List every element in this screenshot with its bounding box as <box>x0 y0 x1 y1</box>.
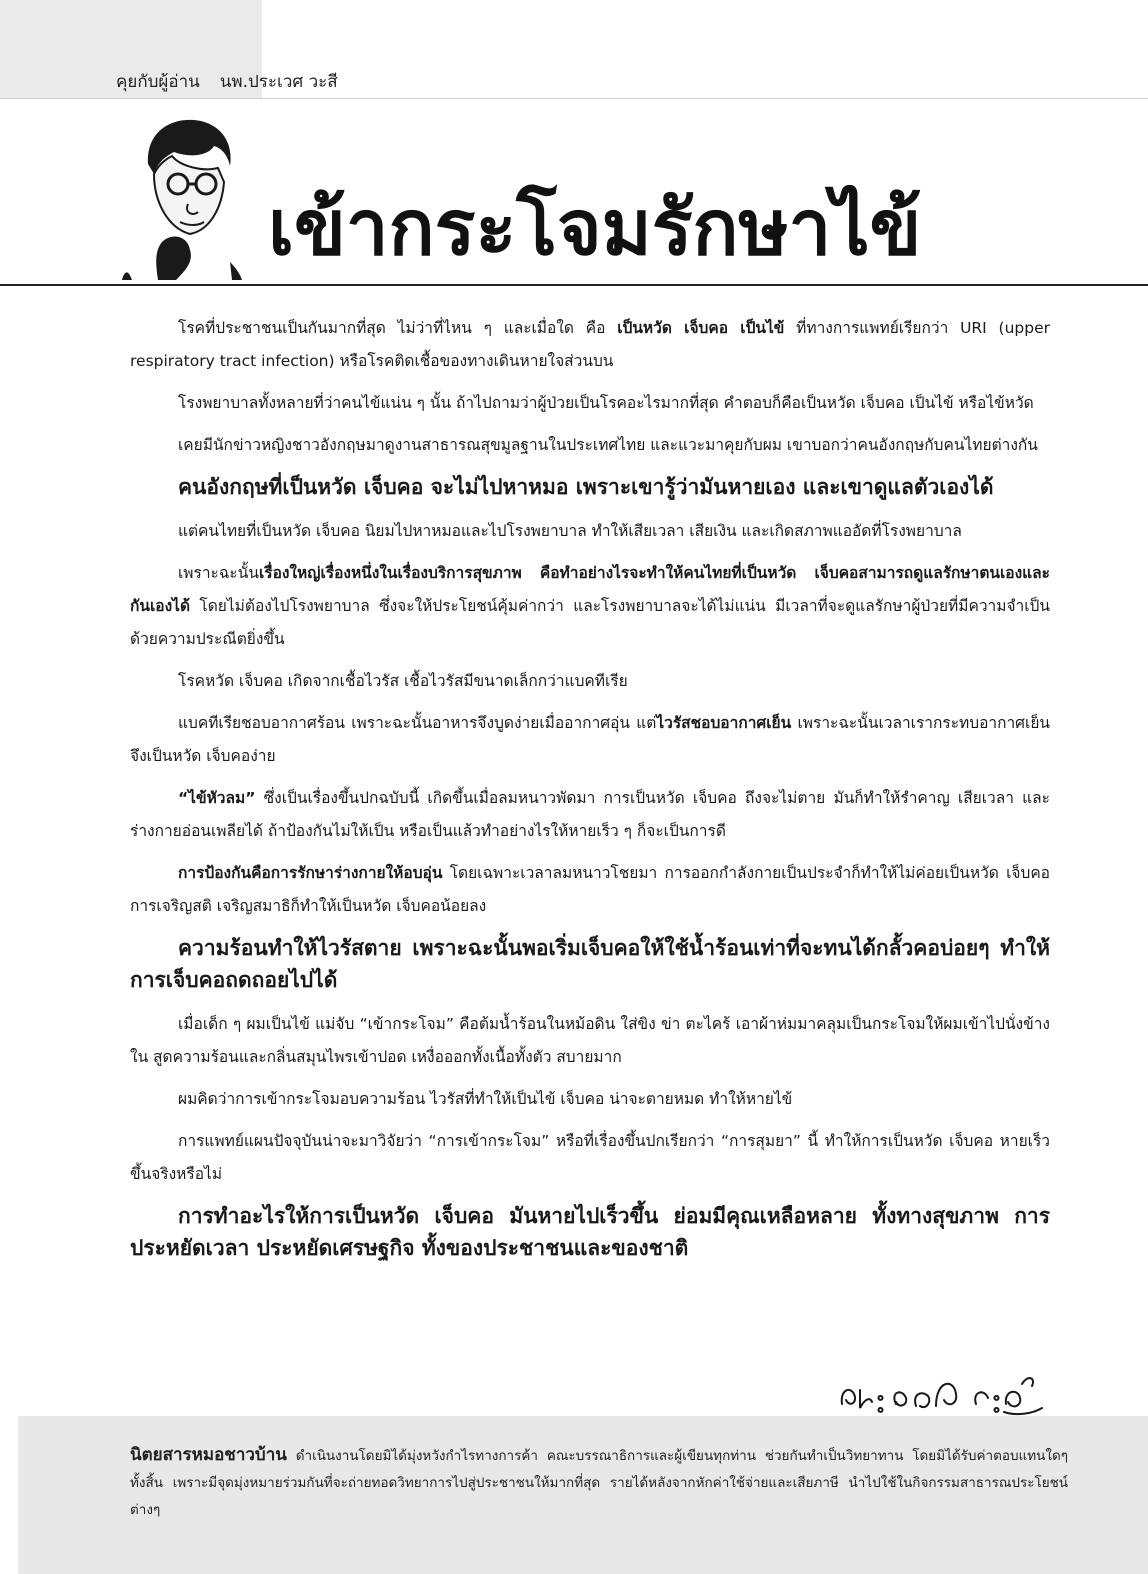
paragraph-9: การป้องกันคือการรักษาร่างกายให้อบอุ่น โดยเฉพาะเวลาลมหนาวโชยมา การออกกำลังกายเป็นประจำก็ทำให้ไม่ค่อยเป็นหวัด เจ็บคอ การเจริญสติ เจริญสมาธิก็ทำให้เป็นหวัด เจ็บคอน้อยลง <box>130 864 1050 915</box>
author-portrait <box>118 112 248 282</box>
paragraph-12: การแพทย์แผนปัจจุบันน่าจะมาวิจัยว่า “การเข้ากระโจม” หรือที่เรื่องขึ้นปกเรียกว่า “การสุมยา” นี้ ทำให้การเป็นหวัด เจ็บคอ หายเร็วขึ้นจริงหรือไม่ <box>130 1132 1050 1183</box>
publication-name: นิตยสารหมอชาวบ้าน <box>130 1445 287 1465</box>
paragraph-3: เคยมีนักข่าวหญิงชาวอังกฤษมาดูงานสาธารณสุขมูลฐานในประเทศไทย และแวะมาคุยกับผม เขาบอกว่าคนอังกฤษกับคนไทยต่างกัน <box>178 436 1038 454</box>
footer-box <box>18 1416 1148 1574</box>
paragraph-2: โรงพยาบาลทั้งหลายที่ว่าคนไข้แน่น ๆ นั้น ถ้าไปถามว่าผู้ป่วยเป็นโรคอะไรมากที่สุด คำตอบก็คือเป็นหวัด เจ็บคอ เป็นไข้ หรือไข้หวัด <box>178 394 1034 412</box>
column-name: คุยกับผู้อ่าน <box>116 72 200 92</box>
emphasis-3: การทำอะไรให้การเป็นหวัด เจ็บคอ มันหายไปเร็วขึ้น ย่อมมีคุณเหลือหลาย ทั้งทางสุขภาพ การประหยัดเวลา ประหยัดเศรษฐกิจ ทั้งของประชาชนและของชาติ <box>130 1204 1050 1260</box>
paragraph-8: “ไข้หัวลม” ซึ่งเป็นเรื่องขึ้นปกฉบับนี้ เกิดขึ้นเมื่อลมหนาวพัดมา การเป็นหวัด เจ็บคอ ถึงจะไม่ตาย มันก็ทำให้รำคาญ เสียเวลา และร่างกายอ่อนเพลียได้ ถ้าป้องกันไม่ให้เป็น หรือเป็นแล้วทำอย่างไรให้หายเร็ว ๆ ก็จะเป็นการดี <box>130 789 1050 840</box>
paragraph-5: เพราะฉะนั้นเรื่องใหญ่เรื่องหนึ่งในเรื่องบริการสุขภาพ คือทำอย่างไรจะทำให้คนไทยที่เป็นหวัด เจ็บคอสามารถดูแลรักษาตนเองและกันเองได้ โดยไม่ต้องไปโรงพยาบาล ซึ่งจะให้ประโยชน์คุ้มค่ากว่า และโรงพยาบาลจะได้ไม่แน่น มีเวลาที่จะดูแลรักษาผู้ป่วยที่มีความจำเป็นด้วยความประณีตยิ่งขึ้น <box>130 564 1050 648</box>
paragraph-4: แต่คนไทยที่เป็นหวัด เจ็บคอ นิยมไปหาหมอและไปโรงพยาบาล ทำให้เสียเวลา เสียเงิน และเกิดสภาพแออัดที่โรงพยาบาล <box>178 522 962 540</box>
paragraph-6: โรคหวัด เจ็บคอ เกิดจากเชื้อไวรัส เชื้อไวรัสมีขนาดเล็กกว่าแบคทีเรีย <box>178 672 628 690</box>
column-label <box>116 68 338 95</box>
footer-text: นิตยสารหมอชาวบ้าน ดำเนินงานโดยมิได้มุ่งหวังกำไรทางการค้า คณะบรรณาธิการและผู้เขียนทุกท่าน ช่วยกันทำเป็นวิทยาทาน โดยมิได้รับค่าตอบแทนใดๆ ทั้งสิ้น เพราะมีจุดมุ่งหมายร่วมกันที่จะถ่ายทอดวิทยาการไปสู่ประชาชนให้มากที่สุด รายได้หลังจากหักค่าใช้จ่ายและเสียภาษี นำไปใช้ในกิจกรรมสาธารณประโยชน์ต่างๆ <box>130 1445 1068 1518</box>
header-divider <box>0 98 1148 99</box>
emphasis-1: คนอังกฤษที่เป็นหวัด เจ็บคอ จะไม่ไปหาหมอ เพราะเขารู้ว่ามันหายเอง และเขาดูแลตัวเองได้ <box>178 475 994 499</box>
emphasis-2: ความร้อนทำให้ไวรัสตาย เพราะฉะนั้นพอเริ่มเจ็บคอให้ใช้น้ำร้อนเท่าที่จะทนได้กลั้วคอบ่อยๆ ทำให้การเจ็บคอถดถอยไปได้ <box>130 936 1050 992</box>
article-body <box>130 312 1050 1276</box>
paragraph-7: แบคทีเรียชอบอากาศร้อน เพราะฉะนั้นอาหารจึงบูดง่ายเมื่ออากาศอุ่น แต่ไวรัสชอบอากาศเย็น เพราะฉะนั้นเวลาเรากระทบอากาศเย็นจึงเป็นหวัด เจ็บคอง่าย <box>130 714 1050 765</box>
article-title: เข้ากระโจมรักษาไข้ <box>268 183 922 272</box>
title-divider <box>0 284 1148 286</box>
author-signature <box>836 1360 1046 1420</box>
author-name: นพ.ประเวศ วะสี <box>219 72 338 92</box>
paragraph-11: ผมคิดว่าการเข้ากระโจมอบความร้อน ไวรัสที่ทำให้เป็นไข้ เจ็บคอ น่าจะตายหมด ทำให้หายไข้ <box>178 1090 793 1108</box>
paragraph-1: โรคที่ประชาชนเป็นกันมากที่สุด ไม่ว่าที่ไหน ๆ และเมื่อใด คือ เป็นหวัด เจ็บคอ เป็นไข้ ที่ทางการแพทย์เรียกว่า URI (upper respiratory tract infection) หรือโรคติดเชื้อของทางเดินหายใจส่วนบน <box>130 319 1050 370</box>
paragraph-10: เมื่อเด็ก ๆ ผมเป็นไข้ แม่จับ “เข้ากระโจม” คือต้มน้ำร้อนในหม้อดิน ใส่ขิง ข่า ตะไคร้ เอาผ้าห่มมาคลุมเป็นกระโจมให้ผมเข้าไปนั่งข้างใน สูดความร้อนและกลิ่นสมุนไพรเข้าปอด เหงื่อออกทั้งเนื้อทั้งตัว สบายมาก <box>130 1015 1050 1066</box>
